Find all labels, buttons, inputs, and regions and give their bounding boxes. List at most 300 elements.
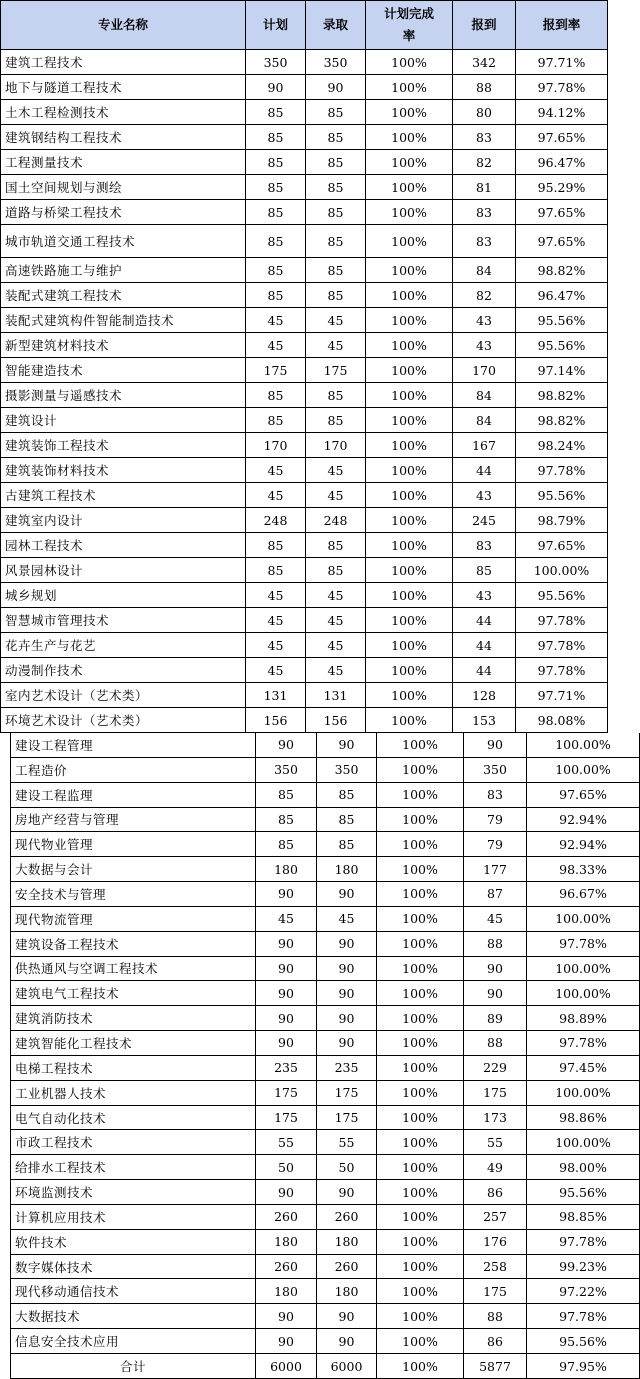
cell-admitted: 175 (306, 358, 366, 383)
table-header-row (0, 0, 608, 50)
cell-plan: 235 (256, 1056, 317, 1081)
cell-name: 电梯工程技术 (10, 1056, 256, 1081)
cell-rate: 98.85% (527, 1205, 640, 1230)
table-row (0, 200, 640, 225)
cell-name: 花卉生产与花艺 (0, 633, 246, 658)
cell-admitted: 85 (317, 808, 377, 833)
cell-name: 建筑消防技术 (10, 1006, 256, 1031)
cell-admitted: 6000 (317, 1354, 377, 1379)
cell-admitted: 85 (306, 533, 366, 558)
cell-rate: 98.24% (516, 433, 608, 458)
cell-reported: 79 (464, 832, 527, 857)
cell-plan: 175 (246, 358, 306, 383)
cell-name: 现代物业管理 (10, 832, 256, 857)
cell-reported: 90 (464, 981, 527, 1006)
cell-admitted: 45 (317, 907, 377, 932)
cell-completion: 100% (366, 225, 453, 258)
cell-reported: 88 (464, 1304, 527, 1329)
cell-reported: 83 (453, 125, 516, 150)
cell-plan: 90 (256, 1006, 317, 1031)
cell-rate: 95.56% (516, 583, 608, 608)
cell-reported: 82 (453, 150, 516, 175)
cell-admitted: 85 (306, 225, 366, 258)
cell-completion: 100% (366, 383, 453, 408)
table-row (0, 882, 640, 907)
cell-reported: 167 (453, 433, 516, 458)
cell-plan: 248 (246, 508, 306, 533)
cell-completion: 100% (366, 483, 453, 508)
cell-reported: 177 (464, 857, 527, 882)
cell-completion: 100% (377, 1354, 464, 1379)
cell-reported: 81 (453, 175, 516, 200)
cell-plan: 45 (246, 458, 306, 483)
cell-reported: 43 (453, 308, 516, 333)
cell-name: 房地产经营与管理 (10, 808, 256, 833)
table-row (0, 1006, 640, 1031)
cell-plan: 45 (246, 658, 306, 683)
cell-admitted: 180 (317, 1230, 377, 1255)
cell-plan: 90 (256, 1180, 317, 1205)
table-row (0, 907, 640, 932)
cell-admitted: 85 (317, 832, 377, 857)
header-plan: 计划 (246, 0, 306, 50)
cell-admitted: 85 (306, 408, 366, 433)
cell-name: 建筑装饰材料技术 (0, 458, 246, 483)
cell-admitted: 156 (306, 708, 366, 733)
cell-name: 工业机器人技术 (10, 1081, 256, 1106)
table-row (0, 558, 640, 583)
cell-completion: 100% (366, 308, 453, 333)
table-row (0, 708, 640, 733)
cell-admitted: 90 (306, 75, 366, 100)
cell-plan: 180 (256, 1279, 317, 1304)
table-row (0, 175, 640, 200)
cell-admitted: 90 (317, 1304, 377, 1329)
cell-admitted: 85 (317, 783, 377, 808)
cell-reported: 90 (464, 733, 527, 758)
header-report-rate: 报到率 (516, 0, 608, 50)
cell-admitted: 90 (317, 1031, 377, 1056)
cell-completion: 100% (366, 258, 453, 283)
table-row (0, 1155, 640, 1180)
cell-rate: 98.89% (527, 1006, 640, 1031)
cell-completion: 100% (366, 658, 453, 683)
table-row (0, 658, 640, 683)
table-row (0, 633, 640, 658)
table-row (0, 1106, 640, 1131)
cell-completion: 100% (377, 832, 464, 857)
table-row (0, 533, 640, 558)
cell-name: 室内艺术设计（艺术类） (0, 683, 246, 708)
cell-completion: 100% (377, 857, 464, 882)
cell-name: 建筑装饰工程技术 (0, 433, 246, 458)
cell-name: 建筑室内设计 (0, 508, 246, 533)
cell-reported: 88 (464, 932, 527, 957)
table-row (0, 125, 640, 150)
cell-admitted: 248 (306, 508, 366, 533)
cell-reported: 83 (464, 783, 527, 808)
cell-name: 市政工程技术 (10, 1130, 256, 1155)
cell-completion: 100% (366, 708, 453, 733)
cell-reported: 79 (464, 808, 527, 833)
cell-completion: 100% (377, 1304, 464, 1329)
cell-reported: 44 (453, 608, 516, 633)
cell-completion: 100% (366, 283, 453, 308)
cell-plan: 350 (246, 50, 306, 75)
cell-completion: 100% (366, 358, 453, 383)
cell-admitted: 50 (317, 1155, 377, 1180)
table-row (0, 50, 640, 75)
cell-name: 高速铁路施工与维护 (0, 258, 246, 283)
cell-rate: 97.78% (516, 75, 608, 100)
table-row (0, 358, 640, 383)
cell-plan: 85 (246, 533, 306, 558)
cell-rate: 97.78% (516, 633, 608, 658)
cell-rate: 98.00% (527, 1155, 640, 1180)
cell-admitted: 235 (317, 1056, 377, 1081)
cell-name: 道路与桥梁工程技术 (0, 200, 246, 225)
cell-admitted: 90 (317, 733, 377, 758)
table-row (0, 1205, 640, 1230)
cell-completion: 100% (366, 200, 453, 225)
table-row (0, 225, 640, 258)
cell-admitted: 45 (306, 458, 366, 483)
cell-rate: 98.82% (516, 258, 608, 283)
cell-name: 安全技术与管理 (10, 882, 256, 907)
table-row (0, 957, 640, 982)
cell-completion: 100% (377, 981, 464, 1006)
table-row (0, 1304, 640, 1329)
cell-plan: 6000 (256, 1354, 317, 1379)
cell-name: 给排水工程技术 (10, 1155, 256, 1180)
table-row (0, 932, 640, 957)
cell-name: 地下与隧道工程技术 (0, 75, 246, 100)
cell-reported: 258 (464, 1255, 527, 1280)
cell-reported: 88 (464, 1031, 527, 1056)
cell-rate: 95.56% (516, 333, 608, 358)
cell-reported: 43 (453, 583, 516, 608)
cell-completion: 100% (366, 150, 453, 175)
cell-name: 计算机应用技术 (10, 1205, 256, 1230)
cell-plan: 90 (256, 1304, 317, 1329)
table-row (0, 100, 640, 125)
table-row (0, 683, 640, 708)
cell-name: 工程造价 (10, 758, 256, 783)
cell-admitted: 90 (317, 932, 377, 957)
cell-admitted: 85 (306, 258, 366, 283)
cell-completion: 100% (366, 175, 453, 200)
table-row (0, 1180, 640, 1205)
cell-plan: 131 (246, 683, 306, 708)
cell-plan: 85 (246, 283, 306, 308)
cell-name: 供热通风与空调工程技术 (10, 957, 256, 982)
cell-plan: 90 (256, 882, 317, 907)
cell-admitted: 170 (306, 433, 366, 458)
table-row (0, 733, 640, 758)
cell-name: 园林工程技术 (0, 533, 246, 558)
cell-reported: 44 (453, 658, 516, 683)
cell-completion: 100% (377, 808, 464, 833)
table-row (0, 808, 640, 833)
cell-name: 古建筑工程技术 (0, 483, 246, 508)
cell-rate: 100.00% (527, 957, 640, 982)
cell-completion: 100% (377, 957, 464, 982)
cell-completion: 100% (377, 1230, 464, 1255)
cell-rate: 98.08% (516, 708, 608, 733)
cell-reported: 173 (464, 1106, 527, 1131)
table-row (0, 783, 640, 808)
cell-admitted: 85 (306, 175, 366, 200)
cell-plan: 170 (246, 433, 306, 458)
cell-rate: 92.94% (527, 832, 640, 857)
cell-completion: 100% (366, 508, 453, 533)
cell-rate: 100.00% (527, 1081, 640, 1106)
cell-plan: 50 (256, 1155, 317, 1180)
cell-admitted: 85 (306, 150, 366, 175)
cell-rate: 97.78% (516, 458, 608, 483)
cell-admitted: 85 (306, 200, 366, 225)
cell-rate: 97.65% (516, 225, 608, 258)
cell-admitted: 85 (306, 125, 366, 150)
cell-admitted: 350 (306, 50, 366, 75)
cell-rate: 97.71% (516, 683, 608, 708)
header-completion (366, 0, 453, 50)
cell-name: 风景园林设计 (0, 558, 246, 583)
cell-name: 智能建造技术 (0, 358, 246, 383)
cell-reported: 175 (464, 1081, 527, 1106)
cell-admitted: 180 (317, 1279, 377, 1304)
cell-reported: 245 (453, 508, 516, 533)
cell-plan: 175 (256, 1081, 317, 1106)
cell-rate: 95.56% (527, 1180, 640, 1205)
cell-rate: 100.00% (527, 981, 640, 1006)
cell-completion: 100% (366, 125, 453, 150)
cell-plan: 45 (246, 308, 306, 333)
cell-completion: 100% (377, 783, 464, 808)
cell-reported: 350 (464, 758, 527, 783)
cell-name: 电气自动化技术 (10, 1106, 256, 1131)
cell-plan: 55 (256, 1130, 317, 1155)
cell-rate: 95.56% (516, 308, 608, 333)
cell-name: 国土空间规划与测绘 (0, 175, 246, 200)
cell-completion: 100% (377, 1329, 464, 1354)
cell-rate: 97.22% (527, 1279, 640, 1304)
cell-plan: 85 (246, 200, 306, 225)
cell-name: 工程测量技术 (0, 150, 246, 175)
cell-plan: 180 (256, 857, 317, 882)
cell-reported: 83 (453, 533, 516, 558)
table-row (0, 308, 640, 333)
table-row (0, 483, 640, 508)
cell-name: 合计 (10, 1354, 256, 1379)
table-row (0, 508, 640, 533)
cell-reported: 43 (453, 333, 516, 358)
cell-completion: 100% (377, 1106, 464, 1131)
cell-rate: 96.67% (527, 882, 640, 907)
cell-name: 装配式建筑构件智能制造技术 (0, 308, 246, 333)
cell-completion: 100% (377, 1130, 464, 1155)
cell-admitted: 131 (306, 683, 366, 708)
cell-completion: 100% (366, 458, 453, 483)
cell-admitted: 90 (317, 1329, 377, 1354)
cell-admitted: 350 (317, 758, 377, 783)
cell-rate: 97.78% (527, 932, 640, 957)
cell-rate: 97.71% (516, 50, 608, 75)
table-row (0, 333, 640, 358)
cell-name: 数字媒体技术 (10, 1255, 256, 1280)
cell-rate: 97.45% (527, 1056, 640, 1081)
cell-plan: 90 (256, 957, 317, 982)
cell-reported: 170 (453, 358, 516, 383)
cell-reported: 83 (453, 200, 516, 225)
cell-admitted: 45 (306, 658, 366, 683)
cell-reported: 89 (464, 1006, 527, 1031)
cell-reported: 49 (464, 1155, 527, 1180)
table-row (0, 283, 640, 308)
cell-name: 动漫制作技术 (0, 658, 246, 683)
cell-name: 建筑钢结构工程技术 (0, 125, 246, 150)
cell-plan: 90 (256, 981, 317, 1006)
cell-rate: 100.00% (527, 907, 640, 932)
cell-reported: 44 (453, 633, 516, 658)
cell-reported: 88 (453, 75, 516, 100)
cell-rate: 97.95% (527, 1354, 640, 1379)
cell-plan: 45 (246, 633, 306, 658)
cell-admitted: 260 (317, 1255, 377, 1280)
table-row (0, 1279, 640, 1304)
cell-plan: 85 (246, 150, 306, 175)
cell-reported: 83 (453, 225, 516, 258)
cell-rate: 99.23% (527, 1255, 640, 1280)
cell-admitted: 175 (317, 1081, 377, 1106)
cell-rate: 100.00% (527, 1130, 640, 1155)
table-row (0, 408, 640, 433)
cell-plan: 85 (256, 832, 317, 857)
table-row (0, 150, 640, 175)
cell-completion: 100% (377, 758, 464, 783)
cell-reported: 86 (464, 1180, 527, 1205)
cell-rate: 100.00% (527, 733, 640, 758)
cell-name: 新型建筑材料技术 (0, 333, 246, 358)
cell-plan: 85 (246, 408, 306, 433)
cell-reported: 45 (464, 907, 527, 932)
cell-plan: 350 (256, 758, 317, 783)
cell-admitted: 45 (306, 608, 366, 633)
cell-admitted: 45 (306, 483, 366, 508)
cell-completion: 100% (377, 1205, 464, 1230)
cell-rate: 97.65% (516, 533, 608, 558)
cell-reported: 175 (464, 1279, 527, 1304)
cell-name: 大数据技术 (10, 1304, 256, 1329)
cell-reported: 55 (464, 1130, 527, 1155)
cell-plan: 45 (246, 583, 306, 608)
cell-plan: 85 (246, 383, 306, 408)
cell-plan: 85 (246, 225, 306, 258)
cell-name: 土木工程检测技术 (0, 100, 246, 125)
table-row (0, 75, 640, 100)
cell-rate: 98.82% (516, 383, 608, 408)
cell-plan: 85 (246, 175, 306, 200)
cell-admitted: 45 (306, 308, 366, 333)
cell-completion: 100% (366, 50, 453, 75)
header-name: 专业名称 (0, 0, 246, 50)
cell-completion: 100% (366, 333, 453, 358)
cell-rate: 95.56% (516, 483, 608, 508)
cell-reported: 257 (464, 1205, 527, 1230)
cell-completion: 100% (377, 907, 464, 932)
cell-admitted: 45 (306, 583, 366, 608)
total-row (0, 1354, 640, 1379)
cell-plan: 180 (256, 1230, 317, 1255)
cell-admitted: 85 (306, 283, 366, 308)
table-row (0, 1031, 640, 1056)
cell-reported: 229 (464, 1056, 527, 1081)
cell-completion: 100% (377, 1031, 464, 1056)
cell-admitted: 90 (317, 882, 377, 907)
header-completion-line1: 计划完成 (383, 6, 434, 21)
cell-rate: 98.82% (516, 408, 608, 433)
cell-rate: 97.78% (527, 1031, 640, 1056)
cell-name: 智慧城市管理技术 (0, 608, 246, 633)
cell-reported: 87 (464, 882, 527, 907)
cell-rate: 97.78% (516, 608, 608, 633)
cell-completion: 100% (366, 533, 453, 558)
cell-plan: 85 (246, 100, 306, 125)
cell-name: 建设工程管理 (10, 733, 256, 758)
cell-rate: 97.14% (516, 358, 608, 383)
cell-rate: 97.78% (527, 1304, 640, 1329)
cell-plan: 85 (256, 808, 317, 833)
cell-admitted: 45 (306, 633, 366, 658)
cell-plan: 85 (246, 558, 306, 583)
table-row (0, 458, 640, 483)
table-row (0, 758, 640, 783)
table-row (0, 832, 640, 857)
cell-admitted: 260 (317, 1205, 377, 1230)
cell-admitted: 45 (306, 333, 366, 358)
cell-reported: 128 (453, 683, 516, 708)
cell-reported: 84 (453, 258, 516, 283)
cell-name: 城乡规划 (0, 583, 246, 608)
cell-completion: 100% (377, 1255, 464, 1280)
cell-plan: 156 (246, 708, 306, 733)
table-row (0, 1081, 640, 1106)
cell-reported: 176 (464, 1230, 527, 1255)
cell-rate: 98.33% (527, 857, 640, 882)
header-reported: 报到 (453, 0, 516, 50)
cell-rate: 98.79% (516, 508, 608, 533)
cell-completion: 100% (377, 882, 464, 907)
cell-completion: 100% (366, 583, 453, 608)
cell-plan: 45 (246, 608, 306, 633)
cell-reported: 153 (453, 708, 516, 733)
table-row (0, 1255, 640, 1280)
cell-name: 现代移动通信技术 (10, 1279, 256, 1304)
cell-plan: 175 (256, 1106, 317, 1131)
cell-name: 建筑智能化工程技术 (10, 1031, 256, 1056)
cell-reported: 5877 (464, 1354, 527, 1379)
cell-plan: 45 (246, 333, 306, 358)
table-row (0, 383, 640, 408)
cell-completion: 100% (377, 1180, 464, 1205)
cell-rate: 100.00% (516, 558, 608, 583)
cell-completion: 100% (377, 1155, 464, 1180)
cell-admitted: 90 (317, 981, 377, 1006)
cell-rate: 96.47% (516, 283, 608, 308)
cell-reported: 82 (453, 283, 516, 308)
cell-reported: 86 (464, 1329, 527, 1354)
table-row (0, 1130, 640, 1155)
